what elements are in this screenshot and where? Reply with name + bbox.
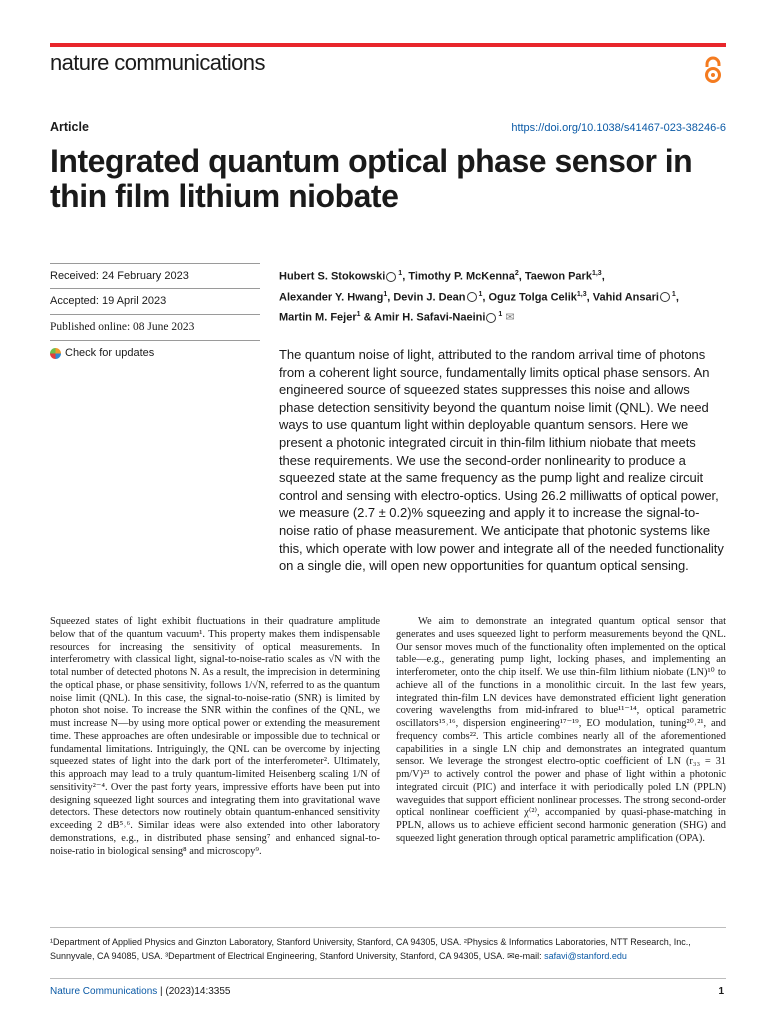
footer-citation: Nature Communications | (2023)14:3355 [50, 986, 231, 997]
footnote-divider [50, 927, 726, 928]
footer-divider [50, 978, 726, 979]
article-type: Article [50, 120, 89, 134]
open-access-icon [702, 56, 724, 84]
orcid-icon[interactable] [467, 292, 477, 302]
journal-name: nature communications [50, 50, 265, 75]
mail-icon: ✉ [507, 951, 515, 961]
accepted-date: Accepted: 19 April 2023 [50, 288, 260, 307]
email-link[interactable]: safavi@stanford.edu [544, 951, 627, 961]
orcid-icon[interactable] [660, 292, 670, 302]
check-updates-label: Check for updates [65, 347, 155, 359]
received-date: Received: 24 February 2023 [50, 263, 260, 282]
page-number: 1 [718, 986, 724, 997]
mail-icon[interactable]: ✉ [505, 311, 515, 324]
published-date: Published online: 08 June 2023 [50, 314, 260, 333]
orcid-icon[interactable] [386, 272, 396, 282]
check-updates-button[interactable] [50, 340, 260, 359]
header-rule [50, 43, 726, 47]
crossmark-icon [50, 348, 61, 359]
author-list: Hubert S. Stokowski $^1$, Timothy P. McKenna$^2$, Taewon Park$^{1,3}$, Alexander Y. Hwang$^1$, Devin J. Dean $^1$, Oguz Tolga Celik$^{1,3}$, Vahid Ansari $^1$, Martin M. Fejer$^1$ & Amir H. Safavi-Naeini $^1$ ✉ [279, 270, 679, 324]
affiliations: ¹Department of Applied Physics and Ginzton Laboratory, Stanford University, Stanford, CA 94305, USA. ²Physics & Informatics Laboratories, NTT Research, Inc., Sunnyvale, CA 94085, USA. ³Department of Electrical Engineering, Stanford University, Stanford, CA 94305, USA. ✉e-mail: safavi@stanford.edu [50, 937, 691, 961]
body-column-2: We aim to demonstrate an integrated quantum optical sensor that generates and uses squeezed light to perform measurements beyond the QNL. Our sensor moves much of the functionality often implemented on the optical table—e.g., generating pump light, locking phases, and implementing an interferometer, onto the chip itself. We use thin-film lithium niobate (LN)¹⁰ to achieve all of the functions in a monolithic circuit. In the last few years, integrated thin-film LN devices have demonstrated efficient light generation covering wavelengths from mid-infrared to blue¹¹⁻¹⁴, optical parametric oscillators¹⁵˒¹⁶, dispersion engineering¹⁷⁻¹⁹, EO modulation, tuning²⁰˒²¹, and frequency combs²². This article combines nearly all of the aforementioned capabilities in a single LN chip and demonstrates an integrated quantum sensor. We leverage the strongest electro-optic coefficient of LN (r₃₃ = 31 pm/V)²³ to actively control the power and phase of light within a photonic integrated circuit (PIC) and interface it with periodically poled LN (PPLN) waveguides that support efficient nonlinear processes. The strong second-order optical nonlinear coefficient χ⁽²⁾, accompanied by quasi-phase-matching in PPLN, allows us to achieve efficient second harmonic generation (SHG) and squeezed light generation through optical parametric amplification (OPA). [396, 616, 726, 844]
body-column-1: Squeezed states of light exhibit fluctuations in their quadrature amplitude below that of the quantum vacuum¹. This property makes them indispensable resources for increasing the sensitivity of optical measurements. In interferometry with classical light, signal-to-noise-ratio scales as √N with the total number of detected photons N. As a result, the imprecision in determining the optical phase, or phase sensitivity, follows 1/√N, referred to as the quantum noise limit (QNL). In this case, the signal-to-noise-ratio (SNR) is limited by photon shot noise. To increase the SNR within the confines of the QNL, we must increase N—by using more optical power or extending the measurement time. These approaches are often undesirable or impossible due to technical or fundamental limitations. Intriguingly, the QNL can be overcome by injecting squeezed states of light into the dark port of the interferometer². Ultimately, this approach may lead to a truly quantum-limited Heisenberg scaling 1/N of sensitivity²⁻⁴. Over the past forty years, impressive efforts have been put into designing squeezed light sources and integrating them into gravitational wave detectors. These detectors now routinely obtain quantum-enhanced sensitivity exceeding 2 dB⁵˒⁶. Similar ideas were also extended into other laboratory demonstrations, e.g., in distributed phase sensing⁷ and enhanced signal-to-noise-ratio in biological sensing⁸ and microscopy⁹. [50, 616, 380, 857]
orcid-icon[interactable] [486, 313, 496, 323]
abstract: The quantum noise of light, attributed to the random arrival time of photons from a coherent light source, fundamentally limits optical phase sensors. An engineered source of squeezed states suppresses this noise and allows phase detection sensitivity beyond the quantum noise limit (QNL). We need ways to use quantum light within deployable quantum sensors. Here we present a photonic integrated circuit in thin-film lithium niobate that meets these requirements. We use the second-order nonlinearity to produce a squeezed state at the same frequency as the pump light and realize circuit control and sensing with electro-optics. Using 26.2 milliwatts of optical power, we measure (2.7 ± 0.2)% squeezing and apply it to increase the signal-to-noise ratio of phase measurement. We anticipate that photonic systems like this, which operate with low power and integrate all of the needed functionality on a single die, will open new opportunities for quantum optical sensing. [279, 347, 724, 574]
article-title: Integrated quantum optical phase sensor in thin film lithium niobate [50, 143, 693, 214]
doi-link[interactable]: https://doi.org/10.1038/s41467-023-38246-6 [511, 122, 726, 134]
